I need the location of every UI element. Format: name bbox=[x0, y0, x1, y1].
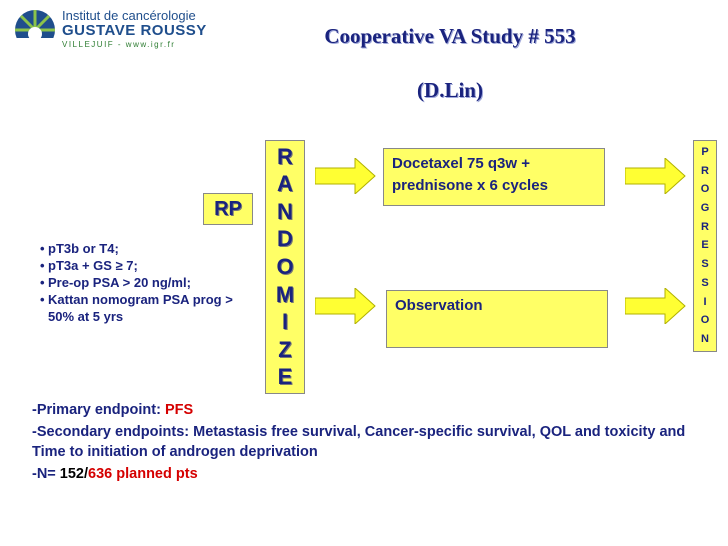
enrollment-count bbox=[32, 464, 712, 484]
secondary-endpoints: -Secondary endpoints: Metastasis free survival, Cancer-specific survival, QOL and toxicity and Time to initiation of androgen deprivation bbox=[32, 424, 686, 460]
logo-line3: VILLEJUIF - www.igr.fr bbox=[62, 40, 176, 49]
progression-letter: O bbox=[700, 314, 710, 327]
progression-letter: S bbox=[701, 276, 709, 289]
criteria-item: • pT3a + GS ≥ 7; bbox=[40, 257, 240, 274]
primary-endpoint bbox=[32, 400, 712, 420]
eligibility-criteria bbox=[40, 240, 240, 325]
enrolled-count: 152/ bbox=[59, 466, 89, 482]
progression-letter: E bbox=[701, 239, 709, 252]
slide-subtitle: (D.Lin) bbox=[417, 78, 483, 102]
logo-line1: Institut de cancérologie bbox=[62, 8, 196, 23]
slide-title: Cooperative VA Study # 553 bbox=[324, 24, 576, 48]
logo-line2: GUSTAVE ROUSSY bbox=[62, 22, 207, 39]
planned-count: 636 bbox=[88, 466, 113, 482]
randomize-letter: D bbox=[277, 226, 293, 252]
logo-emblem-icon bbox=[12, 8, 58, 52]
randomize-letter: Z bbox=[278, 336, 292, 362]
progression-letter: I bbox=[703, 295, 707, 308]
progression-letter: S bbox=[701, 258, 709, 271]
criteria-list bbox=[40, 240, 240, 325]
randomize-letter: E bbox=[277, 364, 293, 390]
randomize-letter: R bbox=[277, 143, 293, 169]
rp-label: RP bbox=[214, 197, 242, 220]
progression-letter: R bbox=[701, 164, 709, 177]
progression-box bbox=[693, 140, 717, 352]
progression-letter: N bbox=[701, 333, 709, 346]
criteria-item: • Pre-op PSA > 20 ng/ml; bbox=[40, 274, 240, 291]
primary-endpoint-label: -Primary endpoint: bbox=[32, 402, 165, 418]
planned-suffix: planned pts bbox=[112, 466, 198, 482]
endpoints-section bbox=[32, 400, 712, 486]
rp-box bbox=[203, 193, 253, 225]
randomize-letter: O bbox=[276, 253, 294, 279]
arm-docetaxel-label: Docetaxel 75 q3w + prednisone x 6 cycles bbox=[392, 155, 548, 194]
arrow-to-progression-1-icon bbox=[625, 158, 687, 194]
randomize-letter: I bbox=[281, 309, 289, 335]
primary-endpoint-value: PFS bbox=[164, 402, 194, 418]
criteria-item: • pT3b or T4; bbox=[40, 240, 240, 257]
randomize-letter: M bbox=[275, 281, 295, 307]
arrow-to-arm2-icon bbox=[315, 288, 377, 324]
enrollment-label: -N= bbox=[32, 466, 60, 482]
arm-observation-label: Observation bbox=[395, 297, 483, 314]
arm-docetaxel-box bbox=[383, 148, 605, 206]
criteria-item: • Kattan nomogram PSA prog > 50% at 5 yrs bbox=[40, 291, 240, 325]
arrow-to-arm1-icon bbox=[315, 158, 377, 194]
randomize-letter: N bbox=[277, 198, 293, 224]
progression-letter: O bbox=[700, 183, 710, 196]
randomize-box bbox=[265, 140, 305, 394]
progression-letter: G bbox=[700, 202, 710, 215]
arrow-to-progression-2-icon bbox=[625, 288, 687, 324]
arm-observation-box bbox=[386, 290, 608, 348]
progression-letter: P bbox=[701, 145, 709, 158]
progression-letter: R bbox=[701, 220, 709, 233]
randomize-letter: A bbox=[277, 171, 293, 197]
